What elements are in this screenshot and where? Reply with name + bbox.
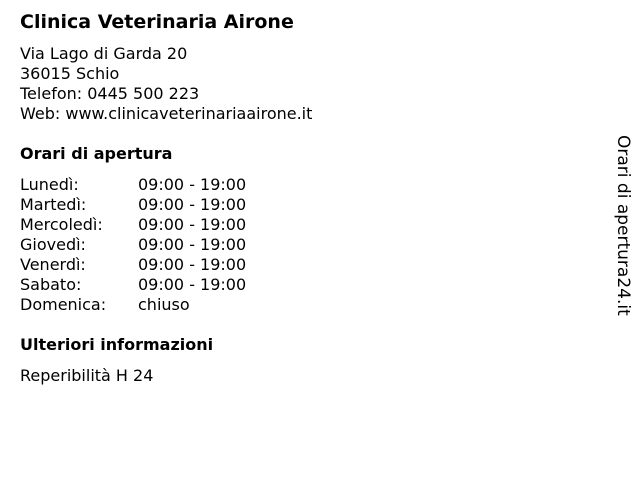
extra-info-text: Reperibilità H 24 (20, 366, 154, 385)
hours-time: 09:00 - 19:00 (138, 255, 247, 274)
hours-row-sunday (20, 295, 600, 315)
hours-time: chiuso (138, 295, 190, 314)
address-block (20, 44, 600, 124)
hours-day: Giovedì: (20, 235, 86, 254)
hours-day: Mercoledì: (20, 215, 103, 234)
hours-row-saturday (20, 275, 600, 295)
hours-time: 09:00 - 19:00 (138, 175, 247, 194)
website-text: Web: www.clinicaveterinariaairone.it (20, 104, 313, 123)
phone-text: Telefon: 0445 500 223 (20, 84, 200, 103)
hours-row-thursday (20, 235, 600, 255)
hours-heading: Orari di apertura (20, 144, 173, 163)
hours-day: Martedì: (20, 195, 87, 214)
extra-info-heading: Ulteriori informazioni (20, 335, 214, 354)
hours-day: Venerdì: (20, 255, 86, 274)
hours-row-monday (20, 175, 600, 195)
hours-time: 09:00 - 19:00 (138, 195, 247, 214)
site-watermark: Orari di apertura24.it (613, 135, 633, 316)
hours-time: 09:00 - 19:00 (138, 215, 247, 234)
opening-hours-list (20, 175, 600, 315)
hours-time: 09:00 - 19:00 (138, 275, 247, 294)
hours-day: Lunedì: (20, 175, 79, 194)
hours-row-friday (20, 255, 600, 275)
hours-row-wednesday (20, 215, 600, 235)
hours-time: 09:00 - 19:00 (138, 235, 247, 254)
address-street: Via Lago di Garda 20 (20, 44, 188, 63)
hours-row-tuesday (20, 195, 600, 215)
hours-day: Domenica: (20, 295, 107, 314)
business-name: Clinica Veterinaria Airone (20, 11, 294, 33)
hours-day: Sabato: (20, 275, 82, 294)
address-city: 36015 Schio (20, 64, 120, 83)
business-card (20, 10, 600, 386)
